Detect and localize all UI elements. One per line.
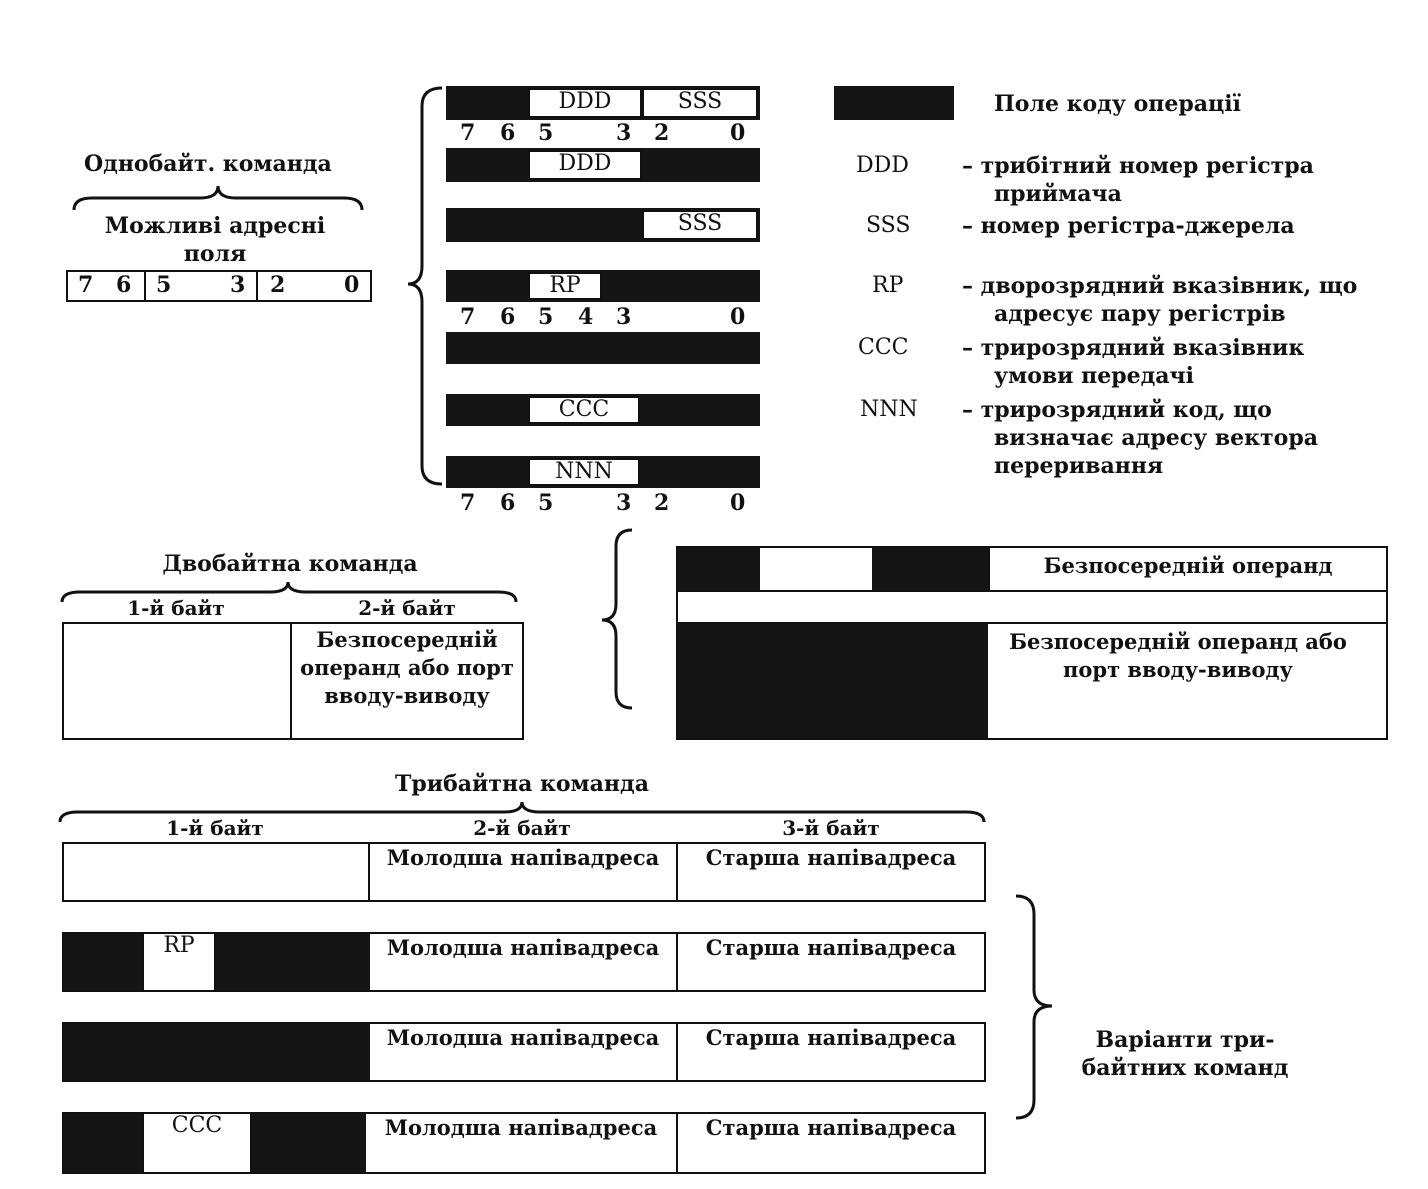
three-byte-row-4 — [62, 1112, 986, 1174]
legend-sss-desc: – номер регістра-джерела — [962, 213, 1295, 239]
three-byte-row-1 — [62, 842, 986, 902]
three-byte-row-2 — [62, 932, 986, 992]
high-half-address: Старша напівадреса — [705, 1025, 957, 1050]
three-byte-row-3 — [62, 1022, 986, 1082]
opcode-block — [678, 624, 988, 738]
format-opcode-only — [446, 332, 760, 364]
three-byte-variants-brace — [1012, 894, 1060, 1122]
two-byte-cell-1 — [62, 622, 292, 740]
ccc-field: CCC — [528, 396, 640, 424]
bit-numbers-top — [446, 120, 766, 148]
format-sss — [446, 208, 760, 242]
rp-field: RP — [528, 272, 602, 300]
three-byte-variants-label: Варіанти три-байтних команд — [1081, 1027, 1289, 1081]
nnn-field: NNN — [528, 458, 640, 486]
bit-0: 0 — [730, 490, 746, 516]
two-byte-title: Двобайтна команда — [162, 551, 418, 577]
opcode-block — [678, 548, 760, 590]
spacer — [676, 592, 1388, 624]
format-rp — [446, 270, 760, 302]
one-byte-brace — [72, 184, 366, 212]
ddd-field: DDD — [528, 88, 642, 118]
bit-numbers-bottom — [446, 490, 766, 518]
bit-7: 7 — [460, 120, 476, 146]
bit-7: 7 — [460, 490, 476, 516]
bit-7: 7 — [460, 304, 476, 330]
format-nnn — [446, 456, 760, 488]
format-ddd-sss — [446, 86, 760, 120]
bit-6: 6 — [116, 272, 132, 298]
bit-2: 2 — [654, 120, 670, 146]
two-byte-variant-2 — [676, 622, 1388, 740]
bit-5: 5 — [538, 304, 554, 330]
sss-field: SSS — [642, 210, 758, 240]
legend-ddd-desc: – трибітний номер регістра приймача — [962, 153, 1314, 207]
format-ddd — [446, 148, 760, 182]
ddd-field: DDD — [528, 150, 642, 180]
legend-rp-key: RP — [872, 273, 904, 298]
legend-ccc-desc: – трирозрядний вказівник умови передачі — [962, 335, 1305, 389]
opcode-block — [872, 548, 988, 590]
two-byte-variant-1 — [676, 546, 1388, 592]
two-byte-byte1: 1-й байт — [127, 596, 225, 620]
legend-nnn-key: NNN — [860, 397, 918, 422]
bit-7: 7 — [78, 272, 94, 298]
bit-numbers — [68, 272, 370, 300]
low-half-address: Молодша напівадреса — [386, 845, 660, 870]
bit-5: 5 — [538, 120, 554, 146]
bit-2: 2 — [654, 490, 670, 516]
bit-6: 6 — [500, 304, 516, 330]
high-half-address: Старша напівадреса — [705, 935, 957, 960]
opcode-legend-swatch — [834, 86, 954, 120]
one-byte-field-box — [66, 270, 372, 302]
two-byte-variants-brace — [598, 528, 638, 710]
bit-3: 3 — [616, 304, 632, 330]
legend-sss-key: SSS — [866, 213, 911, 238]
opcode-block — [64, 934, 370, 990]
opcode-block — [64, 1024, 370, 1080]
bit-5: 5 — [538, 490, 554, 516]
low-half-address: Молодша напівадреса — [384, 1115, 658, 1140]
two-byte-cell-2 — [290, 622, 524, 740]
bit-0: 0 — [730, 120, 746, 146]
legend-nnn-desc: – трирозрядний код, що визначає адресу вектора переривання — [962, 397, 1318, 479]
sss-field: SSS — [642, 88, 758, 118]
variant-1-operand: Безпосередній операнд — [1043, 553, 1333, 578]
bit-0: 0 — [730, 304, 746, 330]
bit-3: 3 — [230, 272, 246, 298]
ccc-field: CCC — [142, 1114, 252, 1172]
bit-2: 2 — [270, 272, 286, 298]
variant-2-operand: Безпосередній операнд або порт вводу-виводу — [1009, 629, 1347, 682]
three-byte-byte3: 3-й байт — [782, 816, 880, 840]
bit-6: 6 — [500, 120, 516, 146]
low-half-address: Молодша напівадреса — [386, 1025, 660, 1050]
two-byte-operand-text: Безпосередній операнд або порт вводу-виводу — [300, 627, 514, 708]
legend-ddd-key: DDD — [856, 153, 909, 178]
three-byte-title: Трибайтна команда — [395, 771, 649, 797]
bit-5: 5 — [156, 272, 172, 298]
low-half-address: Молодша напівадреса — [386, 935, 660, 960]
format-ccc — [446, 394, 760, 426]
high-half-address: Старша напівадреса — [705, 1115, 957, 1140]
bit-3: 3 — [616, 490, 632, 516]
formats-brace — [404, 86, 444, 486]
rp-field: RP — [142, 934, 216, 990]
bit-4: 4 — [578, 304, 594, 330]
legend-rp-desc: – дворозрядний вказівник, що адресує пару регістрів — [962, 273, 1358, 327]
one-byte-title: Однобайт. команда — [84, 151, 332, 177]
address-fields-label: Можливі адресні поля — [104, 213, 326, 267]
opcode-legend-text: Поле коду операції — [994, 91, 1241, 117]
bit-numbers-mid — [446, 304, 766, 332]
three-byte-byte2: 2-й байт — [473, 816, 571, 840]
bit-6: 6 — [500, 490, 516, 516]
bit-0: 0 — [344, 272, 360, 298]
two-byte-byte2: 2-й байт — [358, 596, 456, 620]
high-half-address: Старша напівадреса — [705, 845, 957, 870]
three-byte-byte1: 1-й байт — [166, 816, 264, 840]
bit-3: 3 — [616, 120, 632, 146]
legend-ccc-key: CCC — [858, 335, 909, 360]
